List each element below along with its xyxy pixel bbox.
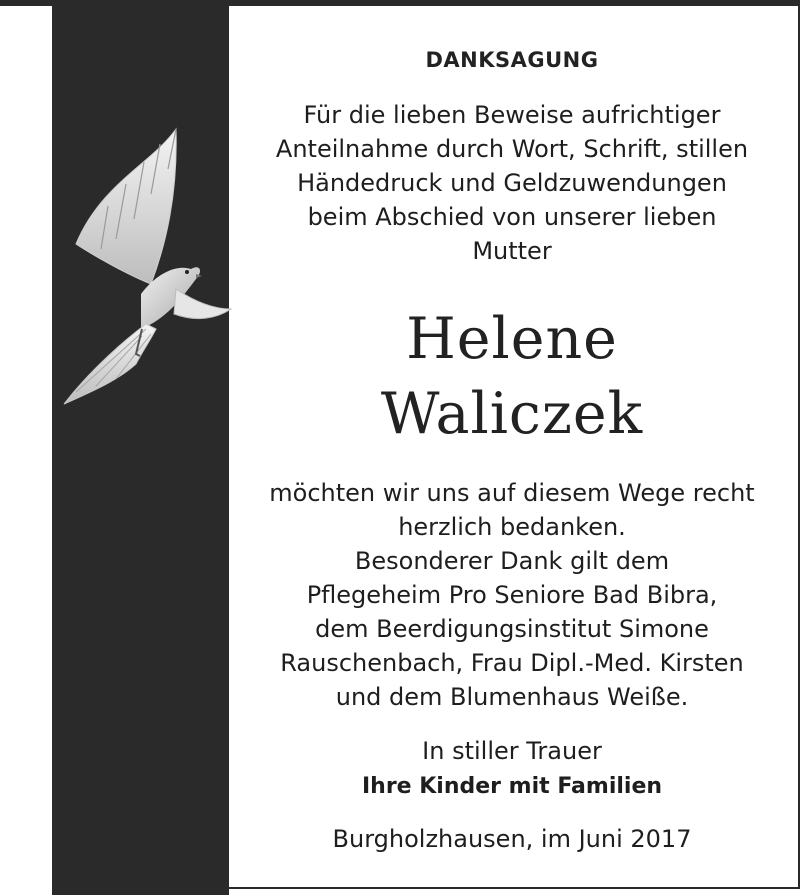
place-date-line: Burgholzhausen, im Juni 2017 xyxy=(332,825,692,853)
intro-line: Mutter xyxy=(472,237,552,265)
intro-line: beim Abschied von unserer lieben xyxy=(307,203,717,231)
body-line: Pflegeheim Pro Seniore Bad Bibra, xyxy=(306,581,718,609)
left-margin xyxy=(0,6,52,895)
signature-line: Ihre Kinder mit Familien xyxy=(361,774,663,799)
body-line: Besonderer Dank gilt dem xyxy=(354,547,670,575)
body-line: herzlich bedanken. xyxy=(398,513,626,541)
body-line: und dem Blumenhaus Weiße. xyxy=(335,683,689,711)
body-line: Rauschenbach, Frau Dipl.-Med. Kirsten xyxy=(280,649,744,677)
intro-line: Händedruck und Geldzuwendungen xyxy=(297,169,727,197)
body-line: dem Beerdigungsinstitut Simone xyxy=(315,615,709,643)
mourning-line: In stiller Trauer xyxy=(422,737,602,765)
intro-line: Anteilnahme durch Wort, Schrift, stillen xyxy=(275,135,749,163)
notice-text xyxy=(232,6,792,895)
intro-line: Für die lieben Beweise aufrichtiger xyxy=(303,101,721,129)
deceased-last-name: Waliczek xyxy=(380,381,644,447)
dove-icon xyxy=(56,124,236,409)
notice-heading: DANKSAGUNG xyxy=(425,48,599,72)
deceased-first-name: Helene xyxy=(406,306,618,372)
body-line: möchten wir uns auf diesem Wege recht xyxy=(269,479,755,507)
